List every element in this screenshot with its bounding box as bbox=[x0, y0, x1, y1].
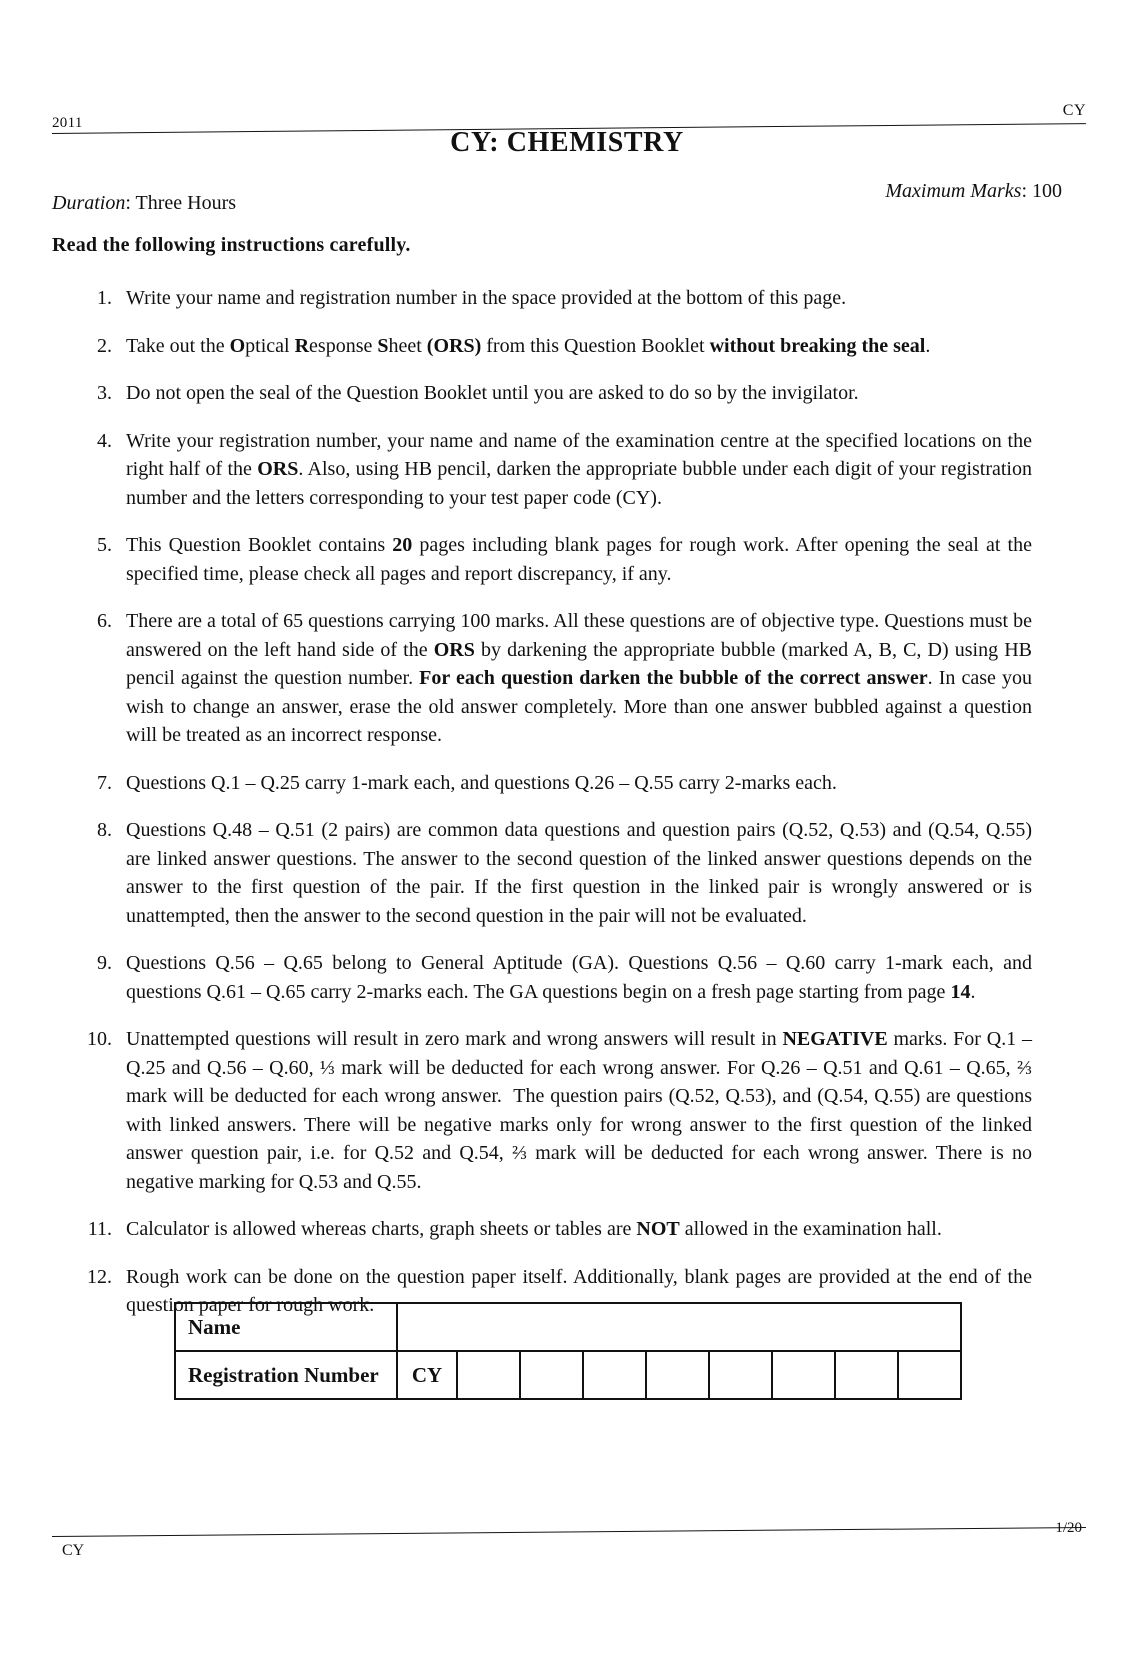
instruction-number: 8. bbox=[97, 819, 112, 841]
instruction-number: 3. bbox=[97, 382, 112, 404]
instruction-text: Questions Q.1 – Q.25 carry 1-mark each, and questions Q.26 – Q.55 carry 2-marks each. bbox=[126, 771, 837, 794]
instruction-text: Write your name and registration number in the space provided at the bottom of this page. bbox=[126, 287, 847, 309]
instruction-item bbox=[84, 531, 1032, 588]
instructions-list bbox=[84, 284, 1032, 1339]
instruction-number: 11. bbox=[87, 1218, 112, 1240]
registration-prefix-cell: CY bbox=[397, 1351, 457, 1399]
page-title: CY: CHEMISTRY bbox=[450, 127, 684, 158]
registration-digit-box[interactable] bbox=[772, 1351, 835, 1399]
maximum-marks-label: Maximum Marks bbox=[885, 180, 1022, 202]
duration bbox=[52, 192, 236, 215]
instruction-text: Questions Q.48 – Q.51 (2 pairs) are common data questions and question pairs (Q.52, Q.53) and (Q.54, Q.55) are linked answer questions. The answer to the second question of the linked answer questions depends on the answer to the first question of the pair. If the first question in the linked pair is wrongly answered or is unattempted, then the answer to the second question in the pair will not be evaluated. bbox=[126, 819, 1032, 927]
registration-digit-box[interactable] bbox=[709, 1351, 772, 1399]
instruction-item bbox=[84, 332, 1032, 361]
maximum-marks-value: : 100 bbox=[1021, 180, 1062, 202]
instruction-text: Calculator is allowed whereas charts, graph sheets or tables are NOT allowed in the examination hall. bbox=[126, 1218, 942, 1240]
registration-label: Registration Number bbox=[175, 1351, 397, 1399]
page-footer bbox=[52, 1520, 1086, 1568]
registration-digit-box[interactable] bbox=[646, 1351, 709, 1399]
instruction-item bbox=[84, 284, 1032, 313]
maximum-marks bbox=[885, 180, 1062, 203]
instruction-number: 2. bbox=[97, 334, 112, 357]
instruction-item bbox=[84, 816, 1032, 930]
instruction-number: 4. bbox=[97, 429, 112, 452]
instruction-number: 1. bbox=[97, 287, 112, 309]
table-row-registration bbox=[175, 1351, 961, 1399]
instruction-item bbox=[84, 949, 1032, 1006]
instruction-number: 10. bbox=[87, 1028, 112, 1050]
instruction-text: There are a total of 65 questions carrying 100 marks. All these questions are of objective type. Questions must be answered on the left hand side of the ORS by darkening the appropriate bubble (marked A, B, C, D) using HB pencil against the question number. For each question darken the bubble of the correct answer. In case you wish to change an answer, erase the old answer completely. More than one answer bubbled against a question will be treated as an incorrect response. bbox=[126, 610, 1033, 746]
instruction-text: Take out the Optical Response Sheet (ORS) from this Question Booklet without breaking the seal. bbox=[126, 334, 931, 357]
footer-page-number: 1/20 bbox=[1055, 1520, 1082, 1536]
exam-meta-row bbox=[52, 180, 1086, 220]
instruction-text: This Question Booklet contains 20 pages including blank pages for rough work. After opening the seal at the specified time, please check all pages and report discrepancy, if any. bbox=[126, 534, 1032, 585]
instruction-number: 7. bbox=[97, 771, 112, 794]
instruction-item bbox=[84, 379, 1032, 408]
header-paper-code: CY bbox=[1062, 102, 1086, 119]
name-input-cell[interactable] bbox=[397, 1303, 961, 1351]
instruction-text: Rough work can be done on the question paper itself. Additionally, blank pages are provided at the end of the question paper for rough work. bbox=[126, 1265, 1032, 1316]
instruction-number: 6. bbox=[97, 610, 112, 632]
instruction-text: Unattempted questions will result in zero mark and wrong answers will result in NEGATIVE marks. For Q.1 – Q.25 and Q.56 – Q.60, ⅓ mark will be deducted for each wrong answer. For Q.26 – Q.51 and Q.61 – Q.65, ⅔ mark will be deducted for each wrong answer. The question pairs (Q.52, Q.53), and (Q.54, Q.55) are questions with linked answers. There will be negative marks only for wrong answer to the first question of the linked answer question pair, i.e. for Q.52 and Q.54, ⅔ mark will be deducted for each wrong answer. There is no negative marking for Q.53 and Q.55. bbox=[126, 1028, 1032, 1193]
registration-digit-box[interactable] bbox=[835, 1351, 898, 1399]
footer-rule bbox=[52, 1527, 1086, 1537]
instructions-heading: Read the following instructions carefully. bbox=[52, 234, 411, 256]
instruction-item bbox=[84, 1215, 1032, 1244]
registration-digit-box[interactable] bbox=[898, 1351, 961, 1399]
registration-digit-box[interactable] bbox=[457, 1351, 520, 1399]
header-year: 2011 bbox=[52, 115, 83, 131]
instruction-item bbox=[84, 1025, 1032, 1196]
instruction-item bbox=[84, 427, 1032, 513]
name-label: Name bbox=[175, 1303, 397, 1351]
candidate-id-table-wrap bbox=[174, 1302, 962, 1400]
instruction-text: Write your registration number, your name and name of the examination centre at the specified locations on the right half of the ORS. Also, using HB pencil, darken the appropriate bubble under each digit of your registration number and the letters corresponding to your test paper code (CY). bbox=[126, 429, 1032, 509]
instruction-number: 12. bbox=[87, 1265, 112, 1288]
instruction-item bbox=[84, 769, 1032, 798]
instruction-text: Questions Q.56 – Q.65 belong to General Aptitude (GA). Questions Q.56 – Q.60 carry 1-mark each, and questions Q.61 – Q.65 carry 2-marks each. The GA questions begin on a fresh page starting from page 14. bbox=[126, 952, 1032, 1003]
duration-value: : Three Hours bbox=[125, 192, 237, 214]
registration-digit-box[interactable] bbox=[520, 1351, 583, 1399]
table-row-name bbox=[175, 1303, 961, 1351]
instruction-number: 5. bbox=[97, 534, 112, 556]
instruction-item bbox=[84, 607, 1032, 750]
instruction-number: 9. bbox=[97, 952, 112, 974]
candidate-id-table bbox=[174, 1302, 962, 1400]
registration-digit-box[interactable] bbox=[583, 1351, 646, 1399]
duration-label: Duration bbox=[52, 192, 126, 214]
instruction-text: Do not open the seal of the Question Booklet until you are asked to do so by the invigilator. bbox=[126, 382, 859, 404]
footer-paper-code: CY bbox=[62, 1542, 85, 1559]
